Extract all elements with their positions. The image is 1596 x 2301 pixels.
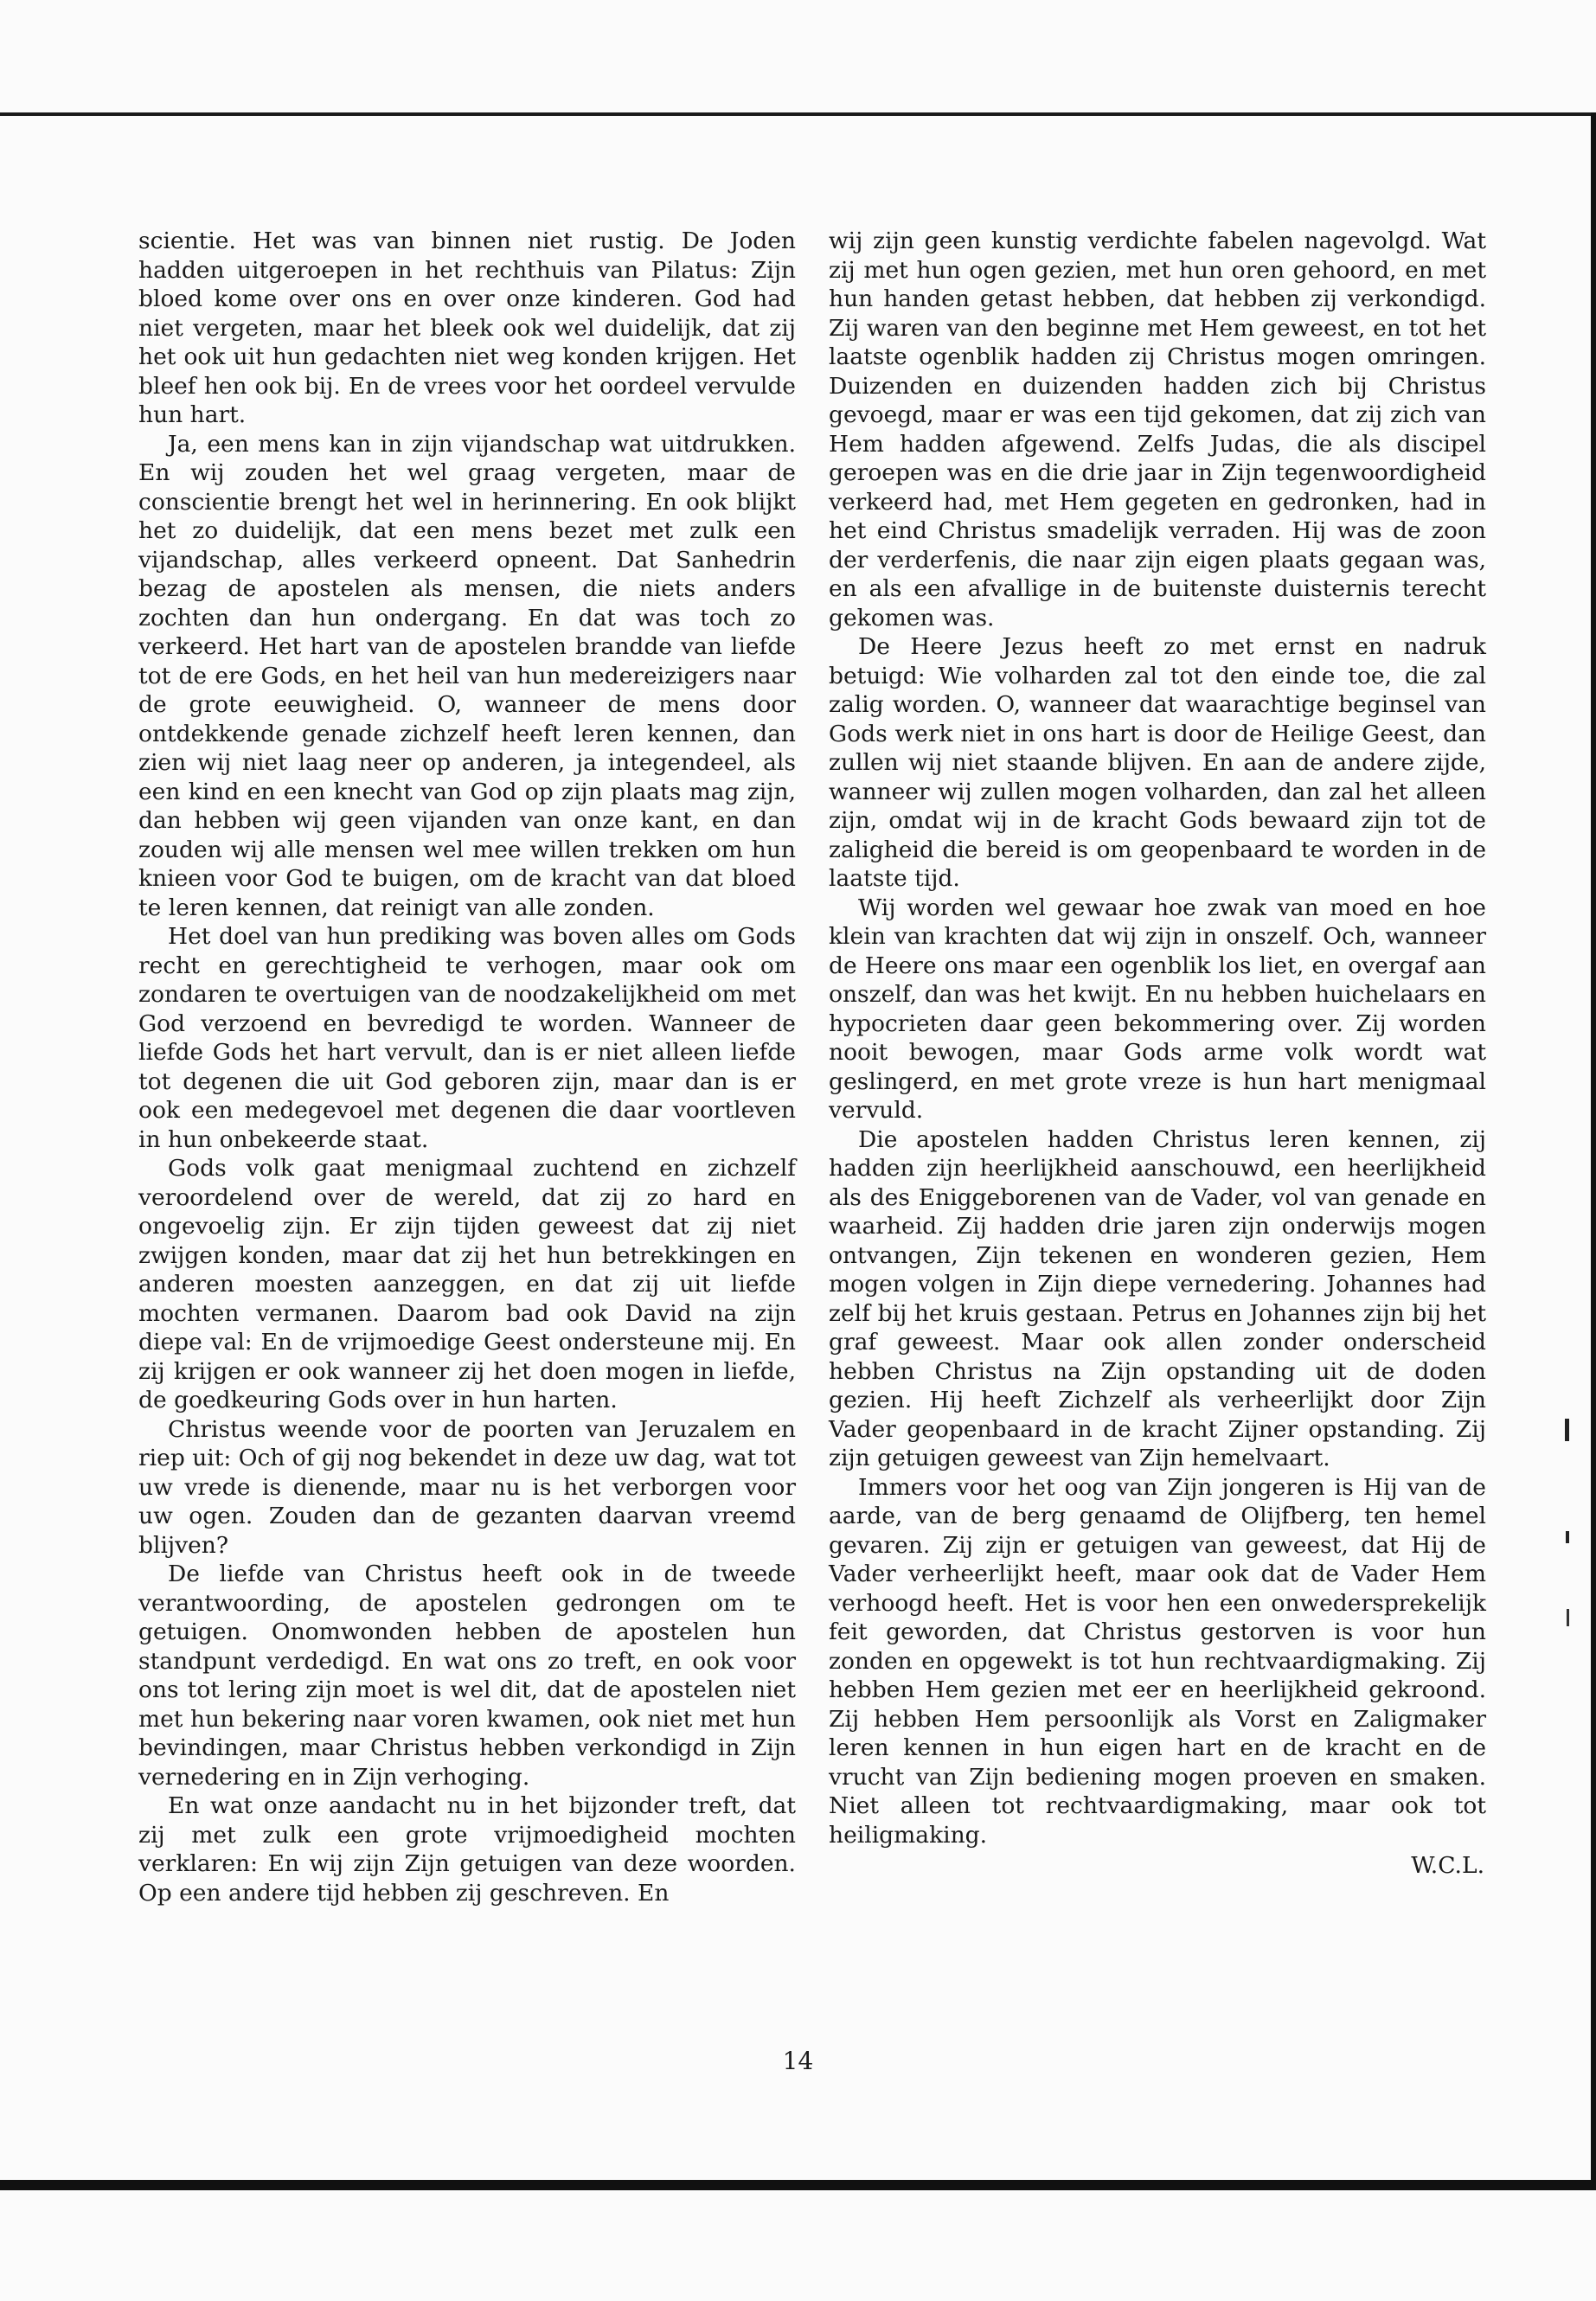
scan-top-edge <box>0 112 1596 116</box>
speck <box>1566 1531 1569 1543</box>
paragraph: Christus weende voor de poorten van Jeruzalem en riep uit: Och of gij nog bekendet in deze uw dag, wat tot uw vrede is dienende, maar nu is het verborgen voor uw ogen. Zouden dan de gezanten daarvan vreemd blijven? <box>138 1415 796 1559</box>
paragraph: Die apostelen hadden Christus leren kennen, zij hadden zijn heerlijkheid aanschouwd, een heerlijkheid als des Eniggeborenen van de Vader, vol van genade en waarheid. Zij hadden drie jaren zijn onderwijs mogen ontvangen, Zijn tekenen en wonderen gezien, Hem mogen volgen in Zijn diepe vernedering. Johannes had zelf bij het kruis gestaan. Petrus en Johannes zijn bij het graf geweest. Maar ook allen zonder onderscheid hebben Christus na Zijn opstanding uit de doden gezien. Hij heeft Zichzelf als verheerlijkt door Zijn Vader geopenbaard in de kracht Zijner opstanding. Zij zijn getuigen geweest van Zijn hemelvaart. <box>829 1125 1486 1471</box>
paragraph: En wat onze aandacht nu in het bijzonder treft, dat zij met zulk een grote vrijmoedigheid mochten verklaren: En wij zijn Zijn getuigen van deze woorden. Op een andere tijd hebben zij geschreven. En <box>138 1792 796 1907</box>
right-column <box>829 227 1486 1881</box>
paragraph: Het doel van hun prediking was boven alles om Gods recht en gerechtigheid te verhogen, maar ook om zondaren te overtuigen van de noodzakelijkheid om met God verzoend en bevredigd te worden. Wanneer de liefde Gods het hart vervult, dan is er niet alleen liefde tot degenen die uit God geboren zijn, maar dan is er ook een medegevoel met degenen die daar voortleven in hun onbekeerde staat. <box>138 923 796 1153</box>
paragraph: De Heere Jezus heeft zo met ernst en nadruk betuigd: Wie volharden zal tot den einde toe, die zal zalig worden. O, wanneer dat waarachtige beginsel van Gods werk niet in ons hart is door de Heilige Geest, dan zullen wij niet staande blijven. En aan de andere zijde, wanneer wij zullen mogen volharden, dan zal het alleen zijn, omdat wij in de kracht Gods bewaard zijn tot de zaligheid die bereid is om geopenbaard te worden in de laatste tijd. <box>829 633 1486 892</box>
author-signature: W.C.L. <box>1411 1852 1484 1879</box>
paragraph: Immers voor het oog van Zijn jongeren is Hij van de aarde, van de berg genaamd de Olijfberg, ten hemel gevaren. Zij zijn er getuigen van geweest, dat Hij de Vader verheerlijkt heeft, maar ook dat de Vader Hem verhoogd heeft. Het is voor hen een onwedersprekelijk feit geworden, dat Christus gestorven is voor hun zonden en opgewekt is tot hun rechtvaardigmaking. Zij hebben Hem gezien met eer en heerlijkheid gekroond. Zij hebben Hem persoonlijk als Vorst en Zaligmaker leren kennen in hun eigen hart en de kracht en de vrucht van Zijn bediening mogen proeven en smaken. Niet alleen tot rechtvaardigmaking, maar ook tot heiligmaking. <box>829 1473 1486 1849</box>
paragraph: Gods volk gaat menigmaal zuchtend en zichzelf veroordelend over de wereld, dat zij zo hard en ongevoelig zijn. Er zijn tijden geweest dat zij niet zwijgen konden, maar dat zij het hun betrekkingen en anderen moesten aanzeggen, en dat zij uit liefde mochten vermanen. Daarom bad ook David na zijn diepe val: En de vrijmoedige Geest ondersteune mij. En zij krijgen er ook wanneer zij het doen mogen in liefde, de goedkeuring Gods over in hun harten. <box>138 1155 796 1413</box>
scan-bottom-edge <box>0 2180 1596 2190</box>
paragraph: De liefde van Christus heeft ook in de tweede verantwoording, de apostelen gedrongen om te getuigen. Onomwonden hebben de apostelen hun standpunt verdedigd. En wat ons zo treft, en ook voor ons tot lering zijn moet is wel dit, dat de apostelen niet met hun bekering naar voren kwamen, ook niet met hun bevindingen, maar Christus hebben verkondigd in Zijn vernedering en in Zijn verhoging. <box>138 1561 796 1791</box>
scan-right-edge <box>1591 112 1596 2189</box>
page-number: 14 <box>782 2047 814 2075</box>
paragraph: Ja, een mens kan in zijn vijandschap wat uitdrukken. En wij zouden het wel graag vergeten, maar de conscientie brengt het wel in herinnering. En ook blijkt het zo duidelijk, dat een mens bezet met zulk een vijandschap, alles verkeerd opneent. Dat Sanhedrin bezag de apostelen als mensen, die niets anders zochten dan hun ondergang. En dat was toch zo verkeerd. Het hart van de apostelen brandde van liefde tot de ere Gods, en het heil van hun medereizigers naar de grote eeuwigheid. O, wanneer de mens door ontdekkende genade zichzelf heeft leren kennen, dan zien wij niet laag neer op anderen, ja integendeel, als een kind en een knecht van God op zijn plaats mag zijn, dan hebben wij geen vijanden van onze kant, en dan zouden wij alle mensen wel mee willen trekken om hun knieen voor God te buigen, om de kracht van dat bloed te leren kennen, dat reinigt van alle zonden. <box>138 430 796 921</box>
scan-specks <box>1553 1401 1579 1661</box>
speck <box>1567 1609 1569 1626</box>
speck <box>1565 1419 1569 1441</box>
paragraph: Wij worden wel gewaar hoe zwak van moed en hoe klein van krachten dat wij zijn in onszelf. Och, wanneer de Heere ons maar een ogenblik los liet, en overgaf aan onszelf, dan was het kwijt. En nu hebben huichelaars en hypocrieten daar geen bekommering over. Zij worden nooit bewogen, maar Gods arme volk wordt wat geslingerd, en met grote vreze is hun hart menigmaal vervuld. <box>829 894 1486 1124</box>
paragraph: scientie. Het was van binnen niet rustig. De Joden hadden uitgeroepen in het rechthuis van Pilatus: Zijn bloed kome over ons en over onze kinderen. God had niet vergeten, maar het bleek ook wel duidelijk, dat zij het ook uit hun gedachten niet weg konden krijgen. Het bleef hen ook bij. En de vrees voor het oordeel vervulde hun hart. <box>138 228 796 428</box>
paragraph: wij zijn geen kunstig verdichte fabelen nagevolgd. Wat zij met hun ogen gezien, met hun oren gehoord, en met hun handen getast hebben, dat hebben zij verkondigd. Zij waren van den beginne met Hem geweest, en tot het laatste ogenblik hadden zij Christus mogen omringen. Duizenden en duizenden hadden zich bij Christus gevoegd, maar er was een tijd gekomen, dat zij zich van Hem hadden afgewend. Zelfs Judas, die als discipel geroepen was en die drie jaar in Zijn tegenwoordigheid verkeerd had, met Hem gegeten en gedronken, had in het eind Christus smadelijk verraden. Hij was de zoon der verderfenis, die naar zijn eigen plaats gegaan was, en als een afvallige in de buitenste duisternis terecht gekomen was. <box>829 228 1486 631</box>
left-column <box>138 227 796 1907</box>
